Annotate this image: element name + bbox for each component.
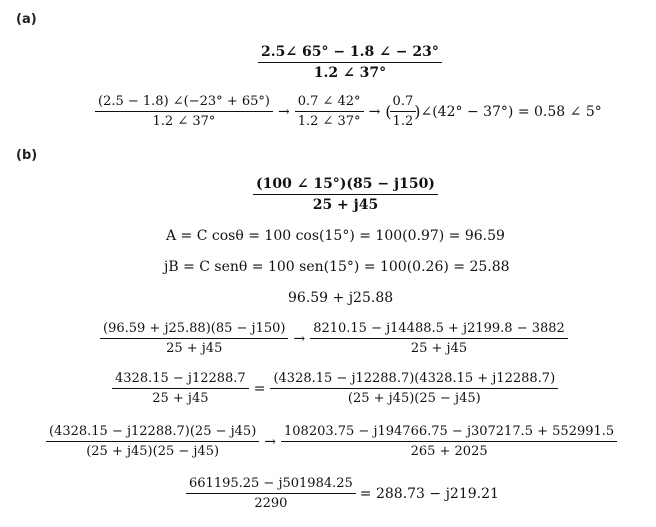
b-step6-den-left: (25 + j45)(25 − j45) — [86, 444, 220, 459]
b-step5-equals: = — [253, 380, 266, 397]
b-step5-num-left: 4328.15 − j12288.7 — [112, 371, 249, 389]
b-step5-den-left: 25 + j45 — [152, 391, 209, 406]
b-step4-num-right: 8210.15 − j14488.5 + j2199.8 − 3882 — [310, 321, 568, 339]
a-step3-result: ∠(42° − 37°) = 0.58 ∠ 5° — [420, 103, 602, 120]
a-arrow-2: → — [368, 103, 381, 120]
part-b-label: (b) — [16, 148, 38, 163]
b-step4-arrow: → — [293, 330, 306, 347]
b-step7-numerator: 661195.25 − j501984.25 — [186, 476, 356, 494]
b-step-4 — [100, 321, 568, 356]
b-step4-den-right: 25 + j45 — [410, 341, 468, 356]
a-step2-numerator: 0.7 ∠ 42° — [295, 94, 364, 112]
b-step5-num-right: (4328.15 − j12288.7)(4328.15 + j12288.7) — [270, 371, 558, 389]
b-step6-num-left: (4328.15 − j12288.7)(25 − j45) — [46, 424, 259, 442]
b-step6-den-right: 265 + 2025 — [410, 444, 488, 459]
a-main-denominator: 1.2 ∠ 37° — [313, 65, 387, 81]
b-step-7 — [186, 476, 504, 511]
b-main-numerator: (100 ∠ 15°)(85 − j150) — [253, 176, 438, 195]
b-rectangular-form: 96.59 + j25.88 — [288, 290, 394, 306]
a-steps: $\frac{(2.5 - 1.8) \angle(-23^\circ + 65^\circ)}{1.2 \angle 37^\circ}$ → $\frac{0.7 \angle 42^\circ}{1.2 \angle 37^\circ}$ → ( $\frac{0.7}{1.2}$ ) ∠(42° − 37°) = 0.58 ∠ 5° — [95, 94, 602, 129]
b-step7-result: = 288.73 − j219.21 — [359, 485, 499, 502]
a-step3-numerator: 0.7 — [390, 94, 417, 112]
b-step6-arrow: → — [264, 433, 276, 450]
b-main-denominator: 25 + j45 — [312, 197, 379, 213]
b-step6-num-right: 108203.75 − j194766.75 − j307217.5 + 552991.5 — [281, 424, 617, 442]
b-eq-jb: jB = C senθ = 100 sen(15°) = 100(0.26) = 25.88 — [164, 259, 510, 275]
a-arrow-1: → — [277, 103, 290, 120]
a-step1-numerator: (2.5 − 1.8) ∠(−23° + 65°) — [95, 94, 273, 112]
a-main-numerator: 2.5∠ 65° − 1.8 ∠ − 23° — [258, 44, 442, 63]
b-main-fraction — [253, 176, 438, 213]
b-step-5 — [112, 371, 558, 406]
b-step5-den-right: (25 + j45)(25 − j45) — [347, 391, 481, 406]
a-main-fraction — [258, 44, 442, 81]
part-a-label: (a) — [16, 12, 37, 27]
b-step4-den-left: 25 + j45 — [166, 341, 223, 356]
b-step7-denominator: 2290 — [254, 496, 288, 511]
a-step2-denominator: 1.2 ∠ 37° — [297, 114, 361, 129]
b-eq-a: A = C cosθ = 100 cos(15°) = 100(0.97) = 96.59 — [166, 228, 505, 244]
b-step-6 — [46, 424, 617, 459]
b-step4-num-left: (96.59 + j25.88)(85 − j150) — [100, 321, 288, 339]
a-step3-denominator: 1.2 — [392, 114, 414, 129]
a-step1-denominator: 1.2 ∠ 37° — [152, 114, 216, 129]
